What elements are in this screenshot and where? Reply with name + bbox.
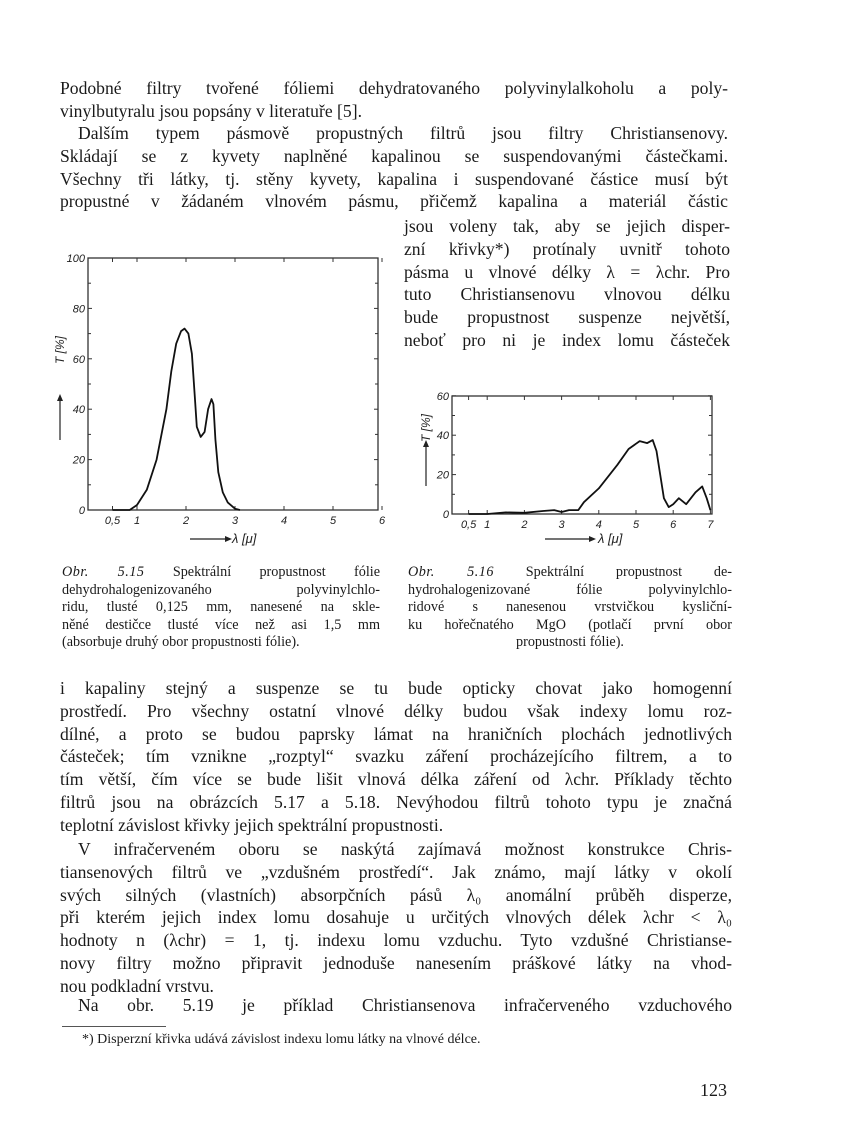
- text-line: prostředí. Pro všechny ostatní vlnové délky budou však indexy lomu roz-: [60, 700, 732, 721]
- text-line: hodnoty n (λchr) = 1, tj. indexu lomu vzduchu. Tyto vzdušné Christianse-: [60, 930, 732, 951]
- plot-frame: [452, 396, 712, 514]
- caption-line: [62, 564, 380, 582]
- caption-line: [62, 634, 380, 652]
- caption-line: [408, 617, 732, 635]
- caption-line: [408, 582, 732, 600]
- caption-text: Spektrální propustnost de-: [525, 564, 732, 580]
- x-tick-label: 4: [595, 519, 602, 531]
- text-line: Podobné filtry tvořené fóliemi dehydratovaného polyvinylalkoholu a poly-: [60, 78, 728, 98]
- x-tick-label: 2: [521, 519, 528, 531]
- chart-5-15: [50, 240, 400, 560]
- caption-text: ridové s nanesenou vrstvičkou kysliční-: [408, 599, 732, 615]
- caption-line: [62, 599, 380, 617]
- y-axis-label: T [%]: [53, 335, 67, 365]
- caption-text: něné destičce tlusté více než asi 1,5 mm: [62, 616, 380, 633]
- y-tick-label: 60: [72, 353, 85, 366]
- text-line: V infračerveném oboru se naskýtá zajímavá možnost konstrukce Chris-: [78, 839, 732, 859]
- text-line: svých silných (vlastních) absorpčních pásů λ₀ anomální průběh disperze,: [60, 884, 732, 905]
- y-tick-label: 100: [66, 253, 85, 265]
- figure-label: Obr. 5.15: [62, 564, 145, 580]
- text-line: částeček; tím vznikne „rozptyl“ svazku záření procházejícího filtrem, a to: [60, 746, 732, 767]
- x-tick-label: 1: [484, 519, 491, 531]
- x-tick-label: 3: [558, 519, 565, 531]
- text-line: tuto Christiansenovu vlnovou délku: [404, 284, 730, 305]
- x-tick-label: 6: [670, 519, 677, 531]
- x-tick-label: 5: [329, 515, 337, 527]
- caption-text: propustnosti fólie).: [516, 634, 624, 650]
- y-tick-label: 20: [436, 469, 449, 482]
- y-tick-label: 0: [78, 505, 85, 517]
- caption-text: hydrohalogenizované fólie polyvinylchlo-: [408, 581, 732, 598]
- x-tick-label: 2: [182, 515, 190, 527]
- x-axis-label: λ [μ]: [232, 531, 257, 546]
- page-number: 123: [700, 1080, 727, 1100]
- y-arrow-head-icon: [57, 394, 63, 401]
- caption-text: ku hořečnatého MgO (potlačí první obor: [408, 616, 732, 633]
- text-line: nou podkladní vrstvu.: [60, 975, 214, 996]
- text-line: i kapaliny stejný a suspenze se tu bude opticky chovat jako homogenní: [60, 678, 732, 698]
- caption-5-16: [408, 564, 732, 652]
- y-tick-label: 40: [72, 404, 85, 417]
- x-tick-label: 6: [378, 515, 386, 527]
- x-axis-label: λ [μ]: [598, 531, 623, 546]
- y-tick-label: 20: [72, 454, 85, 467]
- x-tick-label: 3: [231, 515, 239, 527]
- transmission-curve: [113, 329, 240, 510]
- y-tick-label: 0: [442, 509, 449, 521]
- y-tick-label: 60: [436, 390, 449, 403]
- x-tick-label: 7: [707, 519, 714, 531]
- text-line: vinylbutyralu jsou popsány v literatuře [5].: [60, 100, 362, 121]
- x-tick-label: 1: [133, 515, 141, 527]
- text-line: zní křivky*) protínaly uvnitř tohoto: [404, 238, 730, 259]
- figure-label: Obr. 5.16: [408, 564, 494, 580]
- text-line: teplotní závislost křivky jejich spektrální propustnosti.: [60, 814, 444, 835]
- text-line: Skládají se z kyvety naplněné kapalinou se suspendovanými částečkami.: [60, 145, 728, 166]
- text-line: jsou voleny tak, aby se jejich disper-: [404, 216, 730, 236]
- footnote-rule: [62, 1026, 166, 1027]
- text-line: tím větší, čím více se bude lišit vlnová délka záření od λchr. Příklady těchto: [60, 769, 732, 790]
- y-tick-label: 40: [436, 430, 449, 443]
- x-arrow-head-icon: [589, 536, 596, 542]
- text-line: při kterém jejich index lomu dosahuje u určitých vlnových délek λchr < λ₀: [60, 907, 732, 928]
- text-line: tiansenových filtrů ve „vzdušném prostředí“. Jak známo, mají látky v okolí: [60, 861, 732, 882]
- x-tick-label: 5: [632, 519, 640, 531]
- text-line: Na obr. 5.19 je příklad Christiansenova infračerveného vzduchového: [78, 995, 732, 1015]
- text-line: propustné v žádaném vlnovém pásmu, přičemž kapalina a materiál částic: [60, 191, 728, 212]
- footnote: *) Disperzní křivka udává závislost indexu lomu látky na vlnové délce.: [82, 1032, 481, 1047]
- x-tick-label: 0,5: [104, 515, 121, 527]
- x-tick-label: 4: [280, 515, 288, 527]
- text-line: novy filtry možno připravit jednoduše nanesením práškové látky na vhod-: [60, 953, 732, 973]
- caption-line: [408, 634, 732, 652]
- caption-line: [62, 617, 380, 635]
- transmission-curve: [469, 440, 711, 514]
- caption-line: [62, 582, 380, 600]
- caption-text: ridu, tlusté 0,125 mm, nanesené na skle-: [62, 599, 380, 615]
- caption-line: [408, 599, 732, 617]
- text-line: pásma u vlnové délky λ = λchr. Pro: [404, 261, 730, 282]
- text-line: Dalším typem pásmově propustných filtrů jsou filtry Christiansenovy.: [78, 123, 728, 143]
- text-line: filtrů jsou na obrázcích 5.17 a 5.18. Nevýhodou filtrů tohoto typu je značná: [60, 792, 732, 812]
- plot-frame: [88, 258, 378, 510]
- text-line: neboť pro ni je index lomu částeček: [404, 330, 730, 350]
- text-line: dílné, a proto se budou paprsky lámat na hraničních plochách jednotlivých: [60, 723, 732, 744]
- text-line: Všechny tři látky, tj. stěny kyvety, kapalina i suspendované částice musí být: [60, 168, 728, 189]
- caption-text: dehydrohalogenizovaného polyvinylchlo-: [62, 581, 380, 598]
- y-tick-label: 80: [72, 303, 85, 316]
- caption-text: (absorbuje druhý obor propustnosti fólie).: [62, 634, 300, 650]
- figure-5-15: [50, 240, 400, 560]
- caption-line: [408, 564, 732, 582]
- caption-5-15: [62, 564, 380, 652]
- chart-5-16: [400, 380, 740, 560]
- x-tick-label: 0,5: [460, 519, 477, 531]
- figure-5-16: [400, 380, 740, 560]
- x-arrow-head-icon: [225, 536, 232, 542]
- text-line: bude propustnost suspenze největší,: [404, 307, 730, 328]
- y-axis-label: T [%]: [419, 413, 433, 443]
- caption-text: Spektrální propustnost fólie: [172, 564, 381, 580]
